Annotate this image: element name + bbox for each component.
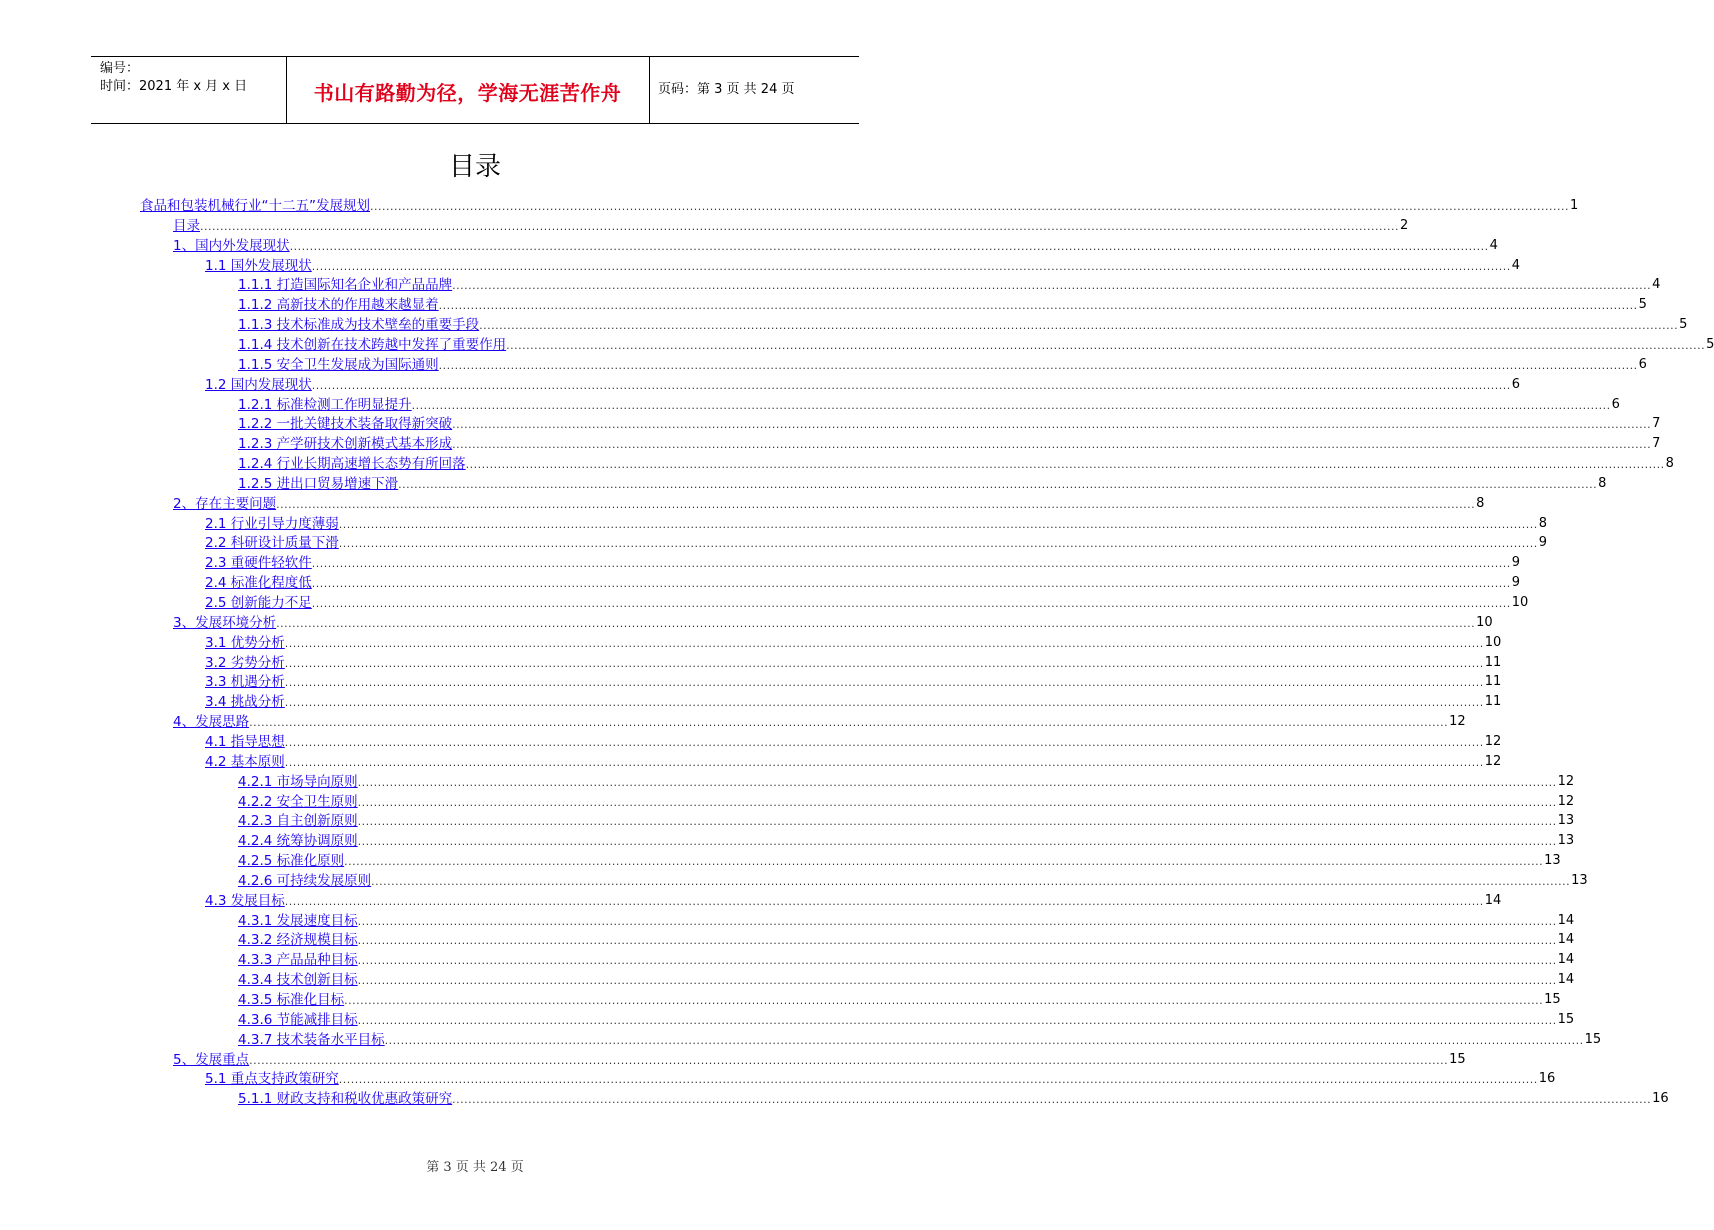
toc-entry-link[interactable]: 4.2.5 标准化原则 [238, 853, 345, 870]
toc-dot-leader: ............................................................................................................................................................................................................................................................................................................ [357, 914, 1557, 928]
toc-entry[interactable] [238, 1030, 1602, 1050]
toc-page-number: 16 [1652, 1091, 1669, 1107]
toc-entry[interactable] [205, 553, 1521, 573]
toc-entry-link[interactable]: 4.2.4 统筹协调原则 [238, 833, 358, 850]
toc-entry[interactable] [173, 494, 1485, 514]
toc-entry[interactable] [238, 474, 1607, 494]
toc-page-number: 14 [1484, 892, 1502, 908]
toc-page-number: 12 [1557, 793, 1575, 809]
toc-entry[interactable] [205, 514, 1548, 534]
toc-entry[interactable] [205, 256, 1521, 276]
toc-page-number: 9 [1511, 555, 1521, 571]
toc-entry[interactable] [173, 1050, 1466, 1070]
toc-dot-leader: ............................................................................................................................................................................................................................................................................................................ [249, 1053, 1449, 1067]
toc-dot-leader: ............................................................................................................................................................................................................................................................................................................ [452, 418, 1652, 432]
toc-page-number: 9 [1538, 535, 1548, 551]
document-number-label: 编号： [100, 61, 140, 76]
toc-entry[interactable] [238, 1089, 1669, 1109]
toc-entry[interactable] [238, 355, 1647, 375]
toc-entry[interactable] [238, 772, 1575, 792]
toc-page-number: 8 [1598, 475, 1607, 491]
toc-dot-leader: ............................................................................................................................................................................................................................................................................................................ [357, 974, 1557, 988]
toc-dot-leader: ............................................................................................................................................................................................................................................................................................................ [452, 438, 1652, 452]
toc-entry[interactable] [238, 831, 1575, 851]
toc-dot-leader: ............................................................................................................................................................................................................................................................................................................ [344, 994, 1544, 1007]
toc-entry[interactable] [205, 653, 1502, 673]
toc-dot-leader: ............................................................................................................................................................................................................................................................................................................ [311, 577, 1511, 591]
toc-page-number: 13 [1544, 853, 1561, 869]
toc-dot-leader: ............................................................................................................................................................................................................................................................................................................ [344, 855, 1544, 869]
toc-entry[interactable] [238, 315, 1688, 335]
toc-dot-leader: ............................................................................................................................................................................................................................................................................................................ [438, 358, 1638, 372]
toc-dot-leader: ............................................................................................................................................................................................................................................................................................................ [284, 696, 1484, 710]
toc-entry-link[interactable]: 4.3 发展目标 [205, 892, 285, 909]
toc-entry[interactable] [173, 216, 1409, 236]
toc-entry[interactable] [205, 732, 1502, 752]
toc-page-number: 10 [1511, 595, 1529, 610]
toc-entry[interactable] [140, 196, 1579, 216]
toc-page-number: 8 [1538, 515, 1548, 531]
toc-page-number: 8 [1665, 456, 1674, 472]
toc-dot-leader: ............................................................................................................................................................................................................................................................................................................ [465, 458, 1665, 472]
toc-entry[interactable] [173, 613, 1493, 633]
toc-page-number: 10 [1476, 614, 1493, 630]
toc-entry-link[interactable]: 1.1.4 技术创新在技术跨越中发挥了重要作用 [238, 336, 507, 353]
toc-dot-leader: ............................................................................................................................................................................................................................................................................................................ [357, 1013, 1557, 1027]
toc-entry-link[interactable]: 2.1 行业引导力度薄弱 [205, 515, 339, 532]
toc-page-number: 12 [1484, 753, 1502, 769]
toc-entry[interactable] [238, 275, 1661, 295]
toc-entry[interactable] [238, 335, 1714, 355]
toc-dot-leader: ............................................................................................................................................................................................................................................................................................................ [357, 815, 1557, 829]
toc-entry-link[interactable]: 4.2.1 市场导向原则 [238, 773, 358, 790]
toc-entry[interactable] [205, 1069, 1556, 1089]
toc-dot-leader: ............................................................................................................................................................................................................................................................................................................ [371, 874, 1571, 888]
toc-dot-leader: ............................................................................................................................................................................................................................................................................................................ [311, 378, 1511, 392]
toc-page-number: 6 [1611, 396, 1620, 412]
header-page-cell [649, 57, 859, 123]
toc-dot-leader: ............................................................................................................................................................................................................................................................................................................ [311, 597, 1511, 610]
toc-dot-leader: ............................................................................................................................................................................................................................................................................................................ [284, 755, 1484, 769]
toc-entry-link[interactable]: 1.2.3 产学研技术创新模式基本形成 [238, 436, 453, 453]
toc-entry-link[interactable]: 食品和包装机械行业“十二五”发展规划 [140, 198, 370, 214]
toc-entry[interactable] [238, 295, 1647, 315]
toc-entry-link[interactable]: 1.1.5 安全卫生发展成为国际通则 [238, 356, 439, 373]
toc-dot-leader: ............................................................................................................................................................................................................................................................................................................ [479, 319, 1679, 333]
toc-entry[interactable] [238, 911, 1575, 931]
toc-dot-leader: ............................................................................................................................................................................................................................................................................................................ [452, 279, 1652, 293]
toc-page-number: 9 [1511, 575, 1521, 591]
toc-entry[interactable] [238, 990, 1561, 1010]
toc-entry-link[interactable]: 2.5 创新能力不足 [205, 595, 312, 611]
toc-entry-link[interactable]: 1.2.1 标准检测工作明显提升 [238, 396, 412, 413]
toc-page-number: 6 [1638, 356, 1647, 372]
toc-page-number: 12 [1484, 733, 1502, 749]
toc-page-number: 5 [1706, 336, 1714, 352]
toc-page-number: 4 [1489, 237, 1498, 253]
toc-entry[interactable] [238, 414, 1661, 434]
toc-dot-leader: ............................................................................................................................................................................................................................................................................................................ [438, 299, 1638, 313]
toc-entry[interactable] [205, 593, 1529, 613]
toc-entry-link[interactable]: 1.1.3 技术标准成为技术壁垒的重要手段 [238, 317, 480, 334]
toc-entry[interactable] [238, 950, 1575, 970]
toc-page-number: 14 [1557, 932, 1575, 948]
page-header [91, 56, 859, 124]
toc-page-number: 11 [1484, 654, 1502, 670]
toc-entry-link[interactable]: 1.1.2 高新技术的作用越来越显着 [238, 297, 439, 314]
toc-page-number: 11 [1484, 694, 1502, 710]
toc-dot-leader: ............................................................................................................................................................................................................................................................................................................ [506, 338, 1706, 352]
toc-page-number: 16 [1538, 1071, 1556, 1087]
toc-entry[interactable] [205, 375, 1521, 395]
toc-entry-link[interactable]: 4.3.3 产品品种目标 [238, 952, 358, 969]
toc-page-number: 14 [1557, 972, 1575, 988]
toc-entry[interactable] [205, 672, 1502, 692]
toc-entry-link[interactable]: 4.3.4 技术创新目标 [238, 972, 358, 989]
toc-page-number: 7 [1652, 436, 1661, 452]
toc-entry[interactable] [173, 712, 1466, 732]
toc-entry-link[interactable]: 4.1 指导思想 [205, 733, 285, 750]
toc-entry-link[interactable]: 4、发展思路 [173, 714, 250, 731]
toc-entry-link[interactable]: 4.3.2 经济规模目标 [238, 932, 358, 949]
toc-entry-link[interactable]: 5、发展重点 [173, 1051, 250, 1068]
toc-dot-leader: ............................................................................................................................................................................................................................................................................................................ [311, 259, 1511, 273]
toc-dot-leader: ............................................................................................................................................................................................................................................................................................................ [357, 795, 1557, 809]
toc-entry[interactable] [238, 792, 1575, 812]
toc-entry[interactable] [205, 533, 1548, 553]
toc-entry-link[interactable]: 5.1 重点支持政策研究 [205, 1071, 339, 1088]
toc-page-number: 15 [1449, 1051, 1466, 1067]
toc-entry-link[interactable]: 1.2.4 行业长期高速增长态势有所回落 [238, 456, 466, 473]
toc-dot-leader: ............................................................................................................................................................................................................................................................................................................ [357, 775, 1557, 789]
toc-entry-link[interactable]: 4.3.6 节能减排目标 [238, 1011, 358, 1028]
toc-entry-link[interactable]: 目录 [173, 217, 200, 234]
toc-dot-leader: ............................................................................................................................................................................................................................................................................................................ [249, 716, 1449, 730]
toc-dot-leader: ............................................................................................................................................................................................................................................................................................................ [398, 477, 1598, 491]
toc-entry[interactable] [173, 236, 1498, 256]
toc-page-number: 13 [1557, 813, 1575, 829]
header-info-cell [91, 57, 287, 123]
toc-dot-leader: ............................................................................................................................................................................................................................................................................................................ [338, 517, 1538, 531]
toc-entry[interactable] [238, 970, 1575, 990]
toc-dot-leader: ............................................................................................................................................................................................................................................................................................................ [284, 894, 1484, 908]
toc-dot-leader: ............................................................................................................................................................................................................................................................................................................ [284, 676, 1484, 690]
toc-page-number: 8 [1476, 495, 1485, 511]
toc-entry-link[interactable]: 3.2 劣势分析 [205, 654, 285, 671]
toc-entry[interactable] [238, 811, 1575, 831]
toc-page-number: 1 [1569, 198, 1579, 213]
toc-page-number: 13 [1571, 872, 1588, 888]
toc-entry-link[interactable]: 1.1 国外发展现状 [205, 257, 312, 274]
toc-entry-link[interactable]: 2.4 标准化程度低 [205, 575, 312, 592]
toc-dot-leader: ............................................................................................................................................................................................................................................................................................................ [384, 1033, 1584, 1047]
toc-page-number: 11 [1484, 674, 1502, 690]
toc-dot-leader: ............................................................................................................................................................................................................................................................................................................ [357, 934, 1557, 948]
toc-dot-leader: ............................................................................................................................................................................................................................................................................................................ [311, 557, 1511, 571]
toc-page-number: 10 [1484, 634, 1502, 650]
toc-page-number: 12 [1449, 714, 1466, 730]
toc-entry-link[interactable]: 4.3.5 标准化目标 [238, 992, 345, 1008]
toc-entry-link[interactable]: 4.2.2 安全卫生原则 [238, 793, 358, 810]
toc-entry[interactable] [238, 851, 1561, 871]
toc-dot-leader: ............................................................................................................................................................................................................................................................................................................ [276, 497, 1476, 511]
toc-entry-link[interactable]: 3.4 挑战分析 [205, 694, 285, 711]
page-footer: 第 3 页 共 24 页 [426, 1160, 524, 1175]
toc-page-number: 2 [1399, 217, 1409, 233]
toc-dot-leader: ............................................................................................................................................................................................................................................................................................................ [338, 1073, 1538, 1087]
toc-entry[interactable] [238, 454, 1674, 474]
toc-entry-link[interactable]: 4.3.7 技术装备水平目标 [238, 1031, 385, 1048]
toc-dot-leader: ............................................................................................................................................................................................................................................................................................................ [284, 735, 1484, 749]
toc-entry-link[interactable]: 1、国内外发展现状 [173, 237, 290, 254]
toc-entry-link[interactable]: 2.3 重硬件轻软件 [205, 555, 312, 572]
toc-entry-link[interactable]: 1.2 国内发展现状 [205, 376, 312, 393]
toc-entry[interactable] [238, 395, 1620, 415]
toc-entry[interactable] [238, 871, 1588, 891]
toc-page-number: 4 [1511, 257, 1521, 273]
toc-entry-link[interactable]: 3.1 优势分析 [205, 634, 285, 651]
toc-title: 目录 [448, 152, 501, 182]
toc-entry-link[interactable]: 3、发展环境分析 [173, 614, 277, 631]
toc-page-number: 14 [1557, 912, 1575, 928]
toc-dot-leader: ............................................................................................................................................................................................................................................................................................................ [357, 954, 1557, 968]
toc-dot-leader: ............................................................................................................................................................................................................................................................................................................ [370, 200, 1569, 213]
toc-page-number: 15 [1544, 992, 1561, 1007]
toc-dot-leader: ............................................................................................................................................................................................................................................................................................................ [284, 636, 1484, 650]
toc-page-number: 13 [1557, 833, 1575, 849]
toc-dot-leader: ............................................................................................................................................................................................................................................................................................................ [289, 239, 1489, 253]
toc-entry-link[interactable]: 1.1.1 打造国际知名企业和产品品牌 [238, 277, 453, 294]
toc-entry-link[interactable]: 1.2.2 一批关键技术装备取得新突破 [238, 416, 453, 433]
toc-dot-leader: ............................................................................................................................................................................................................................................................................................................ [276, 616, 1476, 630]
toc-entry-link[interactable]: 4.2.3 自主创新原则 [238, 813, 358, 830]
toc-entry[interactable] [238, 930, 1575, 950]
toc-dot-leader: ............................................................................................................................................................................................................................................................................................................ [200, 219, 1399, 233]
toc-entry[interactable] [205, 752, 1502, 772]
toc-page-number: 7 [1652, 416, 1661, 432]
toc-page-number: 5 [1679, 317, 1688, 333]
toc-entry-link[interactable]: 5.1.1 财政支持和税收优惠政策研究 [238, 1091, 453, 1108]
toc-dot-leader: ............................................................................................................................................................................................................................................................................................................ [338, 537, 1538, 551]
toc-dot-leader: ............................................................................................................................................................................................................................................................................................................ [411, 398, 1611, 412]
header-motto: 书山有路勤为径，学海无涯苦作舟 [313, 81, 622, 105]
toc-entry-link[interactable]: 4.2 基本原则 [205, 753, 285, 770]
toc-entry-link[interactable]: 1.2.5 进出口贸易增速下滑 [238, 475, 399, 492]
toc-entry-link[interactable]: 4.3.1 发展速度目标 [238, 912, 358, 929]
toc-entry[interactable] [238, 1010, 1575, 1030]
toc-page-number: 6 [1511, 376, 1521, 392]
toc-page-number: 14 [1557, 952, 1575, 968]
toc-entry-link[interactable]: 4.2.6 可持续发展原则 [238, 872, 372, 889]
toc-dot-leader: ............................................................................................................................................................................................................................................................................................................ [357, 835, 1557, 849]
header-motto-cell [286, 57, 650, 123]
toc-entry[interactable] [205, 573, 1521, 593]
toc-page-number: 12 [1557, 773, 1575, 789]
toc-entry-link[interactable]: 2、存在主要问题 [173, 495, 277, 512]
toc-entry-link[interactable]: 2.2 科研设计质量下滑 [205, 535, 339, 552]
document-date-label: 时间：2021 年 x 月 x 日 [100, 79, 248, 94]
toc-page-number: 15 [1557, 1011, 1575, 1027]
header-page-label: 页码：第 3 页 共 24 页 [658, 82, 795, 97]
toc-page-number: 4 [1652, 277, 1661, 293]
toc-page-number: 15 [1584, 1031, 1602, 1047]
toc-entry[interactable] [238, 434, 1661, 454]
toc-entry-link[interactable]: 3.3 机遇分析 [205, 674, 285, 691]
toc-entry[interactable] [205, 692, 1502, 712]
toc-entry[interactable] [205, 633, 1502, 653]
toc-entry[interactable] [205, 891, 1502, 911]
toc-dot-leader: ............................................................................................................................................................................................................................................................................................................ [284, 656, 1484, 670]
toc-page-number: 5 [1638, 297, 1647, 313]
toc-dot-leader: ............................................................................................................................................................................................................................................................................................................ [452, 1093, 1652, 1107]
